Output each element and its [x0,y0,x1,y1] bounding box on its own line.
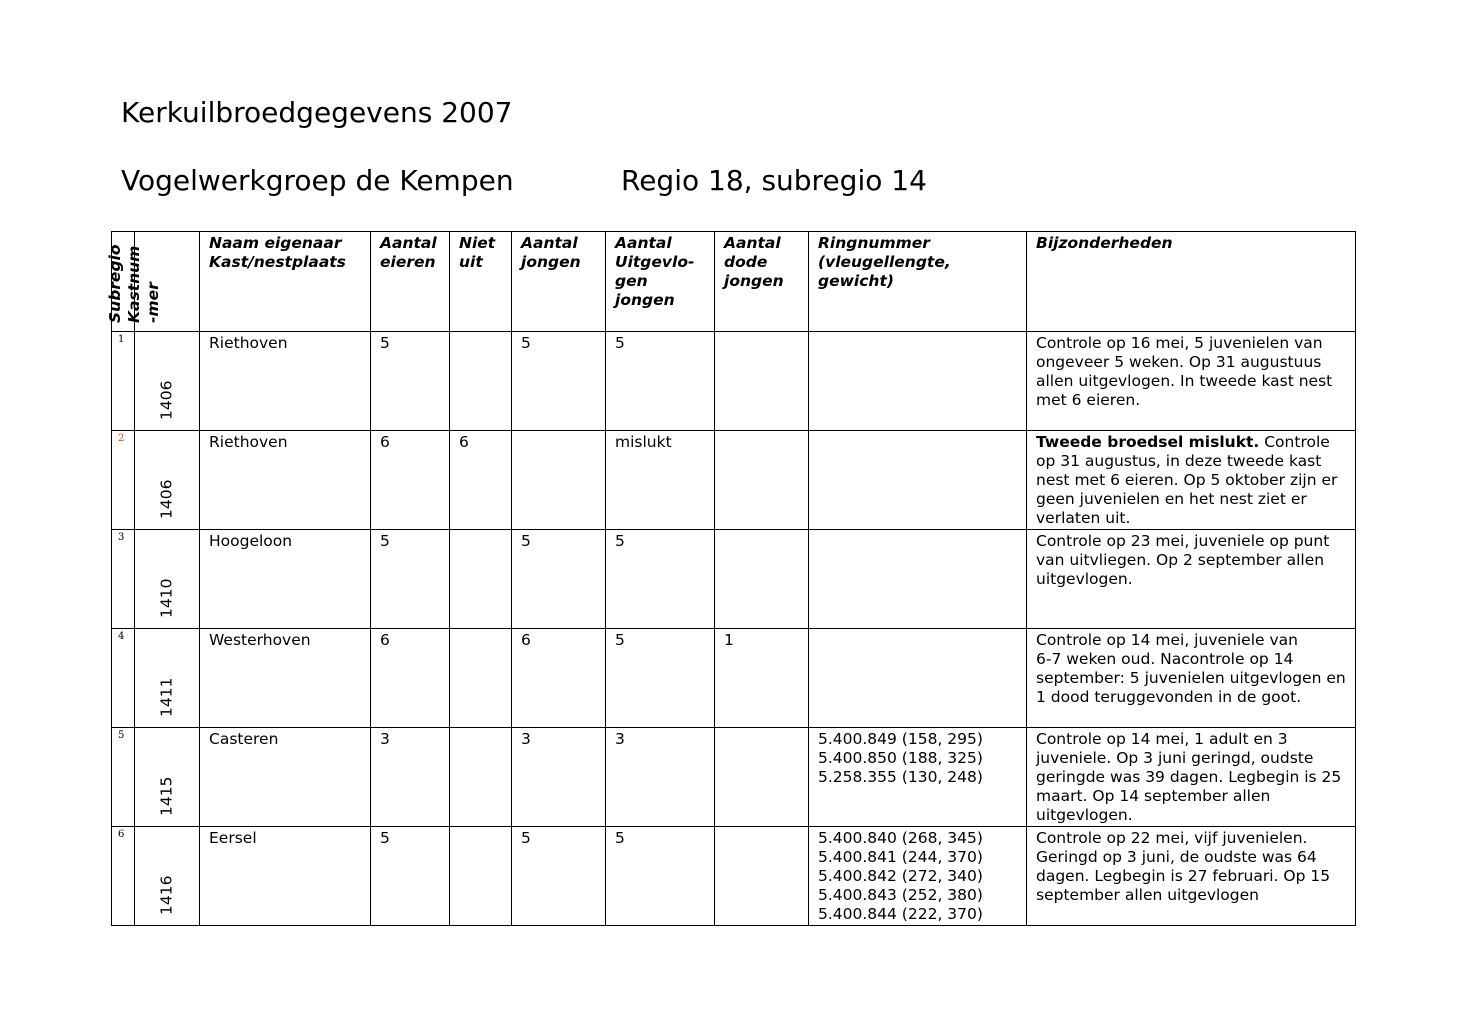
kast-number: 1410 [157,578,176,618]
header-ringnummer: Ringnummer (vleugellengte, gewicht) [809,232,1027,332]
ring-numbers [809,629,1026,631]
eggs-count: 3 [380,730,390,748]
not-hatched [450,332,511,334]
young-count: 3 [521,730,531,748]
remarks: Controle op 22 mei, vijf juvenielen. Geringd op 3 juni, de oudste was 64 dagen. Legbegin is 27 februari. Op 15 september allen uitgevlogen [1036,829,1331,904]
dead-count [715,431,808,433]
eggs-count: 5 [380,532,390,550]
fledged-count: 5 [615,631,625,649]
row-index: 2 [118,433,125,444]
eggs-count: 5 [380,829,390,847]
fledged-count: 5 [615,829,625,847]
header-eieren: Aantal eieren [371,232,450,332]
row-index: 5 [118,730,125,741]
dead-count [715,827,808,829]
not-hatched [450,827,511,829]
eggs-count: 6 [380,631,390,649]
table-row [112,332,1356,431]
young-count: 5 [521,532,531,550]
young-count: 6 [521,631,531,649]
remarks: Controle op 14 mei, 1 adult en 3 juveniele. Op 3 juni geringd, oudste geringde was 39 dagen. Legbegin is 25 maart. Op 14 september allen uitgevlogen. [1036,730,1342,824]
row-index: 6 [118,829,125,840]
table-row [112,530,1356,629]
fledged-count: 5 [615,334,625,352]
ring-numbers [809,530,1026,532]
fledged-count: mislukt [615,433,672,451]
owner-name: Riethoven [209,433,288,451]
header-uitgevlogen: Aantal Uitgevlo-gen jongen [606,232,715,332]
page-title: Kerkuilbroedgegevens 2007 [121,96,513,129]
table-row [112,827,1356,926]
kast-number: 1406 [157,479,176,519]
dead-count [715,332,808,334]
not-hatched: 6 [459,433,469,451]
remarks: Tweede broedsel mislukt. Controle op 31 augustus, in deze tweede kast nest met 6 eieren. Op 5 oktober zijn er geen juvenielen en het nest ziet er verlaten uit. [1036,433,1338,527]
fledged-count: 3 [615,730,625,748]
ring-numbers [809,431,1026,433]
ring-numbers: 5.400.840 (268, 345) 5.400.841 (244, 370) 5.400.842 (272, 340) 5.400.843 (252, 380) 5.400.844 (222, 370) [818,829,983,923]
header-bijzonderheden: Bijzonderheden [1027,232,1356,332]
not-hatched [450,629,511,631]
owner-name: Riethoven [209,334,288,352]
kast-number: 1415 [157,776,176,816]
table-row [112,629,1356,728]
dead-count [715,530,808,532]
not-hatched [450,728,511,730]
remarks: Controle op 16 mei, 5 juvenielen van ongeveer 5 weken. Op 31 augustuus allen uitgevlogen. In tweede kast nest met 6 eieren. [1036,334,1333,409]
dead-count [715,728,808,730]
young-count: 5 [521,334,531,352]
young-count [512,431,605,433]
row-index: 1 [118,334,125,345]
region-label: Regio 18, subregio 14 [621,164,927,197]
not-hatched [450,530,511,532]
header-jongen: Aantal jongen [512,232,606,332]
remarks: Controle op 14 mei, juveniele van 6-7 weken oud. Nacontrole op 14 september: 5 juvenielen uitgevlogen en 1 dood teruggevonden in de goot. [1036,631,1346,706]
header-niet-uit: Niet uit [450,232,512,332]
header-dode: Aantal dode jongen [715,232,809,332]
owner-name: Eersel [209,829,257,847]
ring-numbers [809,332,1026,334]
row-index: 4 [118,631,125,642]
kast-number: 1411 [157,677,176,717]
eggs-count: 6 [380,433,390,451]
table-header-row [112,232,1356,332]
table-row [112,728,1356,827]
header-subregio: Subregio Kastnum -mer [135,232,200,332]
young-count: 5 [521,829,531,847]
owner-name: Casteren [209,730,279,748]
eggs-count: 5 [380,334,390,352]
fledged-count: 5 [615,532,625,550]
row-index: 3 [118,532,125,543]
owner-name: Westerhoven [209,631,311,649]
ring-numbers: 5.400.849 (158, 295) 5.400.850 (188, 325) 5.258.355 (130, 248) [818,730,983,786]
breeding-data-table [106,231,1356,926]
owner-name: Hoogeloon [209,532,293,550]
kast-number: 1416 [157,875,176,915]
header-naam: Naam eigenaar Kast/nestplaats [200,232,371,332]
dead-count: 1 [724,631,734,649]
remarks: Controle op 23 mei, juveniele op punt van uitvliegen. Op 2 september allen uitgevlogen. [1036,532,1330,588]
table-row [112,431,1356,530]
group-name: Vogelwerkgroep de Kempen [121,164,514,197]
kast-number: 1406 [157,380,176,420]
